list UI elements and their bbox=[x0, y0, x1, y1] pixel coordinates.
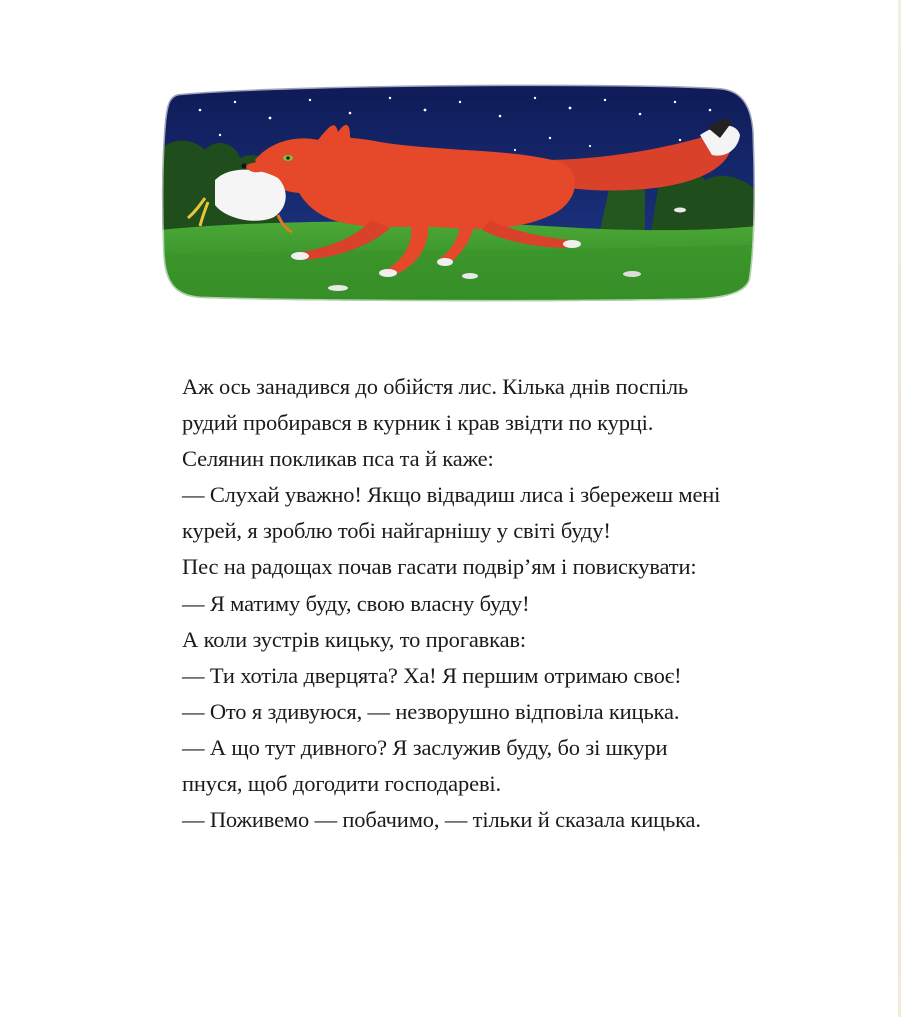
story-text bbox=[182, 369, 782, 838]
story-line: — Ти хотіла дверцята? Ха! Я першим отримаю своє! bbox=[182, 662, 682, 688]
story-line: А коли зустрів кицьку, то прогавкав: bbox=[182, 626, 526, 652]
story-line: рудий пробирався в курник і крав звідти по курці. bbox=[182, 410, 654, 436]
story-line: — Поживемо — побачимо, — тільки й сказала кицька. bbox=[182, 807, 701, 833]
story-line: Аж ось занадився до обійстя лис. Кілька днів поспіль bbox=[182, 374, 689, 399]
fox-carrying-chicken-icon bbox=[160, 80, 756, 302]
story-line: — Я матиму буду, свою власну буду! bbox=[182, 590, 530, 616]
story-line: — Слухай уважно! Якщо відвадиш лиса і збережеш мені bbox=[182, 482, 721, 508]
story-line: Селянин покликав пса та й каже: bbox=[182, 446, 494, 472]
fox-chicken-illustration bbox=[160, 80, 756, 302]
story-line: курей, я зроблю тобі найгарнішу у світі буду! bbox=[182, 518, 611, 544]
story-line: Пес на радощах почав гасати подвір’ям і повискувати: bbox=[182, 554, 697, 580]
story-line: — А що тут дивного? Я заслужив буду, бо зі шкури bbox=[182, 734, 668, 760]
story-line: пнуся, щоб догодити господареві. bbox=[182, 771, 502, 797]
story-line: — Ото я здивуюся, — незворушно відповіла кицька. bbox=[182, 698, 680, 724]
